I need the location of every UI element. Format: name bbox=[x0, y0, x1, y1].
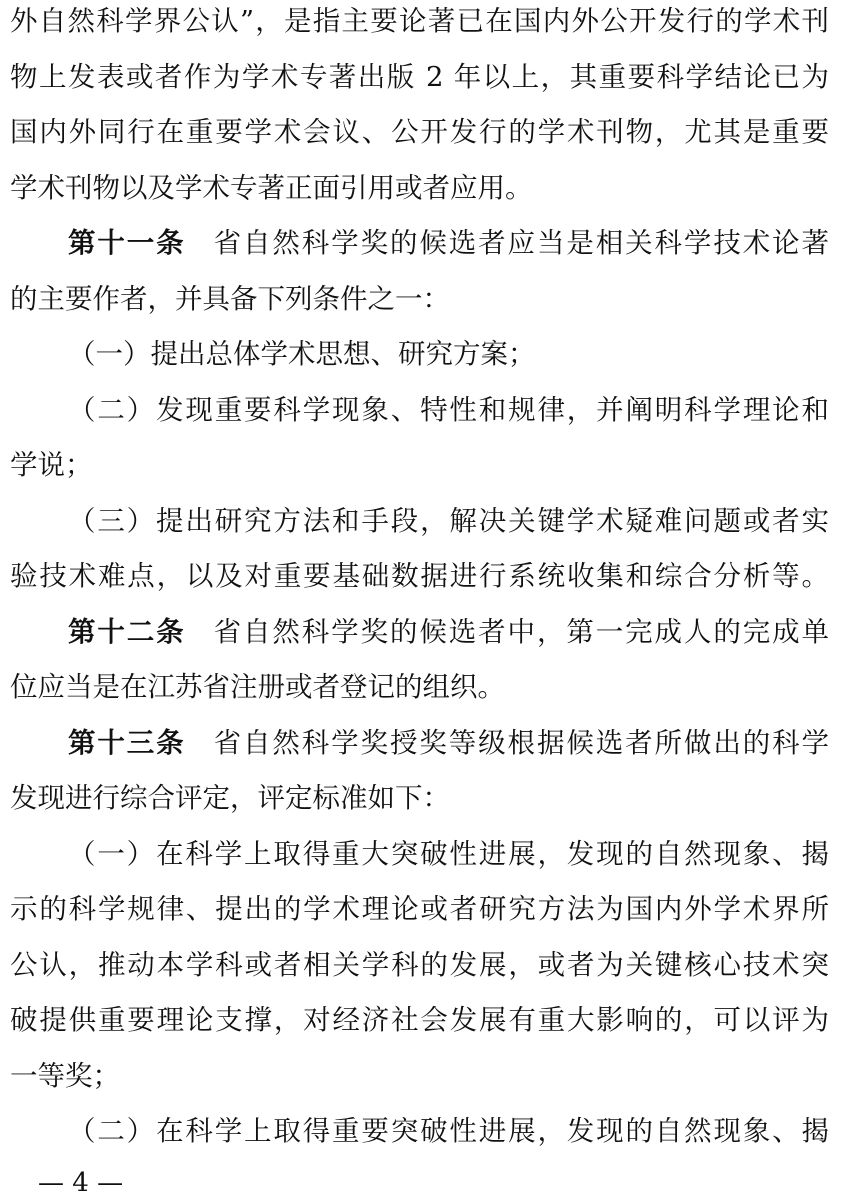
text-line: 外自然科学界公认”，是指主要论著已在国内外公开发行的学术刊 bbox=[10, 5, 829, 37]
article-heading: 第十一条 bbox=[68, 227, 186, 259]
list-item: （三）提出研究方法和手段，解决关键学术疑难问题或者实 bbox=[68, 504, 829, 537]
article-11-line bbox=[10, 216, 829, 272]
text-line: 位应当是在江苏省注册或者登记的组织。 bbox=[10, 671, 505, 703]
text-line: 物上发表或者作为学术专著出版 2 年以上，其重要科学结论已为 bbox=[10, 60, 829, 93]
text-line: 省自然科学奖的候选者应当是相关科学技术论著 bbox=[213, 227, 830, 259]
page-number: — 4 — bbox=[38, 1168, 124, 1198]
article-heading: 第十二条 bbox=[68, 615, 186, 648]
text-line: 省自然科学奖的候选者中，第一完成人的完成单 bbox=[213, 615, 830, 648]
list-item: （一）提出总体学术思想、研究方案； bbox=[68, 338, 536, 370]
text-line: 一等奖； bbox=[10, 1059, 120, 1092]
list-item: （二）发现重要科学现象、特性和规律，并阐明科学理论和 bbox=[68, 393, 829, 426]
text-line: 验技术难点，以及对重要基础数据进行系统收集和综合分析等。 bbox=[10, 560, 829, 592]
text-line: 公认，推动本学科或者相关学科的发展，或者为关键核心技术突 bbox=[10, 948, 829, 981]
document-body bbox=[10, 0, 829, 1160]
text-line: 的主要作者，并具备下列条件之一： bbox=[10, 282, 450, 315]
article-13-line bbox=[10, 716, 829, 772]
article-12-line bbox=[10, 605, 829, 661]
list-item: （一）在科学上取得重大突破性进展，发现的自然现象、揭 bbox=[68, 837, 829, 870]
text-line: 破提供重要理论支撑，对经济社会发展有重大影响的，可以评为 bbox=[10, 1004, 829, 1036]
text-line: 学说； bbox=[10, 449, 93, 481]
list-item: （二）在科学上取得重要突破性进展，发现的自然现象、揭 bbox=[68, 1115, 829, 1147]
article-heading: 第十三条 bbox=[68, 726, 186, 759]
text-line: 示的科学规律、提出的学术理论或者研究方法为国内外学术界所 bbox=[10, 893, 829, 925]
text-line: 学术刊物以及学术专著正面引用或者应用。 bbox=[10, 171, 533, 204]
text-line: 省自然科学奖授奖等级根据候选者所做出的科学 bbox=[213, 726, 830, 759]
text-line: 国内外同行在重要学术会议、公开发行的学术刊物，尤其是重要 bbox=[10, 116, 829, 148]
text-line: 发现进行综合评定，评定标准如下： bbox=[10, 782, 450, 814]
